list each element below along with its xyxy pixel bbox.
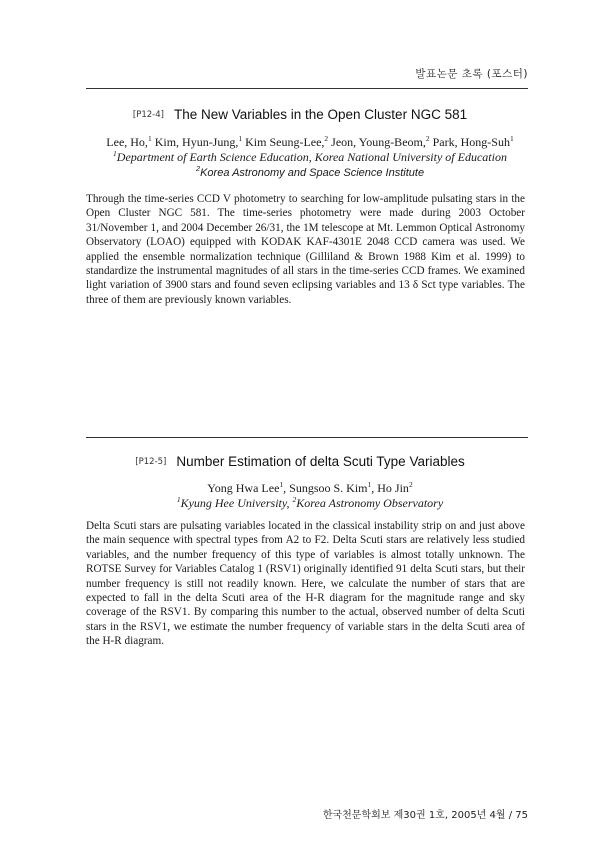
section-header-label: 발표논문 초록 (포스터) bbox=[415, 68, 528, 80]
author-list bbox=[70, 134, 550, 150]
author-name: Kim, Hyun-Jung, bbox=[151, 135, 239, 149]
author-name: , Ho Jin bbox=[371, 481, 409, 495]
affiliation-line bbox=[70, 150, 550, 165]
author-name: Park, Hong-Suh bbox=[429, 135, 510, 149]
paper-title-row bbox=[0, 453, 600, 471]
section-divider bbox=[86, 437, 528, 438]
author-name: Jeon, Young-Beom, bbox=[328, 135, 426, 149]
author-list bbox=[70, 480, 550, 496]
affiliation-mark: 2 bbox=[195, 164, 201, 173]
author-affiliation-mark: 2 bbox=[324, 134, 329, 143]
author-name: Kim Seung-Lee, bbox=[242, 135, 325, 149]
paper-title: Number Estimation of delta Scuti Type Variables bbox=[176, 454, 465, 469]
affiliation-mark: 1 bbox=[176, 495, 181, 504]
affiliation-line bbox=[70, 496, 550, 511]
author-affiliation-mark: 2 bbox=[408, 480, 413, 489]
author-name: Yong Hwa Lee bbox=[207, 481, 280, 495]
affiliation-text: Department of Earth Science Education, Korea National University of Education bbox=[116, 150, 507, 164]
author-affiliation-mark: 1 bbox=[367, 480, 372, 489]
author-affiliation-mark: 1 bbox=[147, 134, 152, 143]
author-name: Lee, Ho, bbox=[106, 135, 148, 149]
paper-title: The New Variables in the Open Cluster NGC 581 bbox=[173, 107, 468, 122]
paper-id: [P12-5] bbox=[135, 457, 167, 467]
affiliation-line bbox=[70, 166, 550, 181]
author-affiliation-mark: 1 bbox=[238, 134, 243, 143]
paper-id: [P12-4] bbox=[132, 110, 164, 120]
affiliation-text: Kyung Hee University, bbox=[180, 496, 293, 510]
page-footer: 한국천문학회보 제30권 1호, 2005년 4월 / 75 bbox=[322, 810, 528, 821]
abstract-text: Delta Scuti stars are pulsating variables located in the classical instability strip on and just above the main sequence with spectral types from A2 to F2. Delta Scuti stars are relatively less studied variables, and the number frequency of this type of variables is almost totally unknown. The ROTSE Survey for Variables Catalog 1 (RSV1) originally identified 91 delta Scuti stars, but their number frequency is still not readily known. Here, we calculate the number of stars that are expected to fall in the delta Scuti area of the H-R diagram for the magnitude range and sky coverage of the RSV1. By comparing this number to the actual, observed number of delta Scuti stars in the RSV1, we estimate the number frequency of variable stars in the delta Scuti area of the H-R diagram. bbox=[86, 520, 525, 648]
affiliation-mark: 2 bbox=[292, 495, 297, 504]
author-name: , Sungsoo S. Kim bbox=[283, 481, 368, 495]
top-divider bbox=[86, 88, 528, 89]
author-affiliation-mark: 1 bbox=[509, 134, 514, 143]
affiliation-text: Korea Astronomy Observatory bbox=[296, 496, 444, 510]
author-affiliation-mark: 1 bbox=[279, 480, 284, 489]
author-affiliation-mark: 2 bbox=[425, 134, 430, 143]
affiliation-mark: 1 bbox=[113, 149, 117, 158]
paper-title-row bbox=[0, 106, 600, 124]
affiliation-text: Korea Astronomy and Space Science Institute bbox=[200, 167, 425, 179]
abstract-text: Through the time-series CCD V photometry to searching for low-amplitude pulsating stars in the Open Cluster NGC 581. The time-series photometry were made during 2003 October 31/November 1, and 2004 December 26/31, the 1M telescope at Mt. Lemmon Optical Astronomy Observatory (LOAO) equipped with KODAK KAF-4301E 2048 CCD camera was used. We applied the ensemble normalization technique (Gilliland & Brown 1988 Kim et al. 1999) to standardize the instrumental magnitudes of all stars in the time-series CCD frames. We examined light variation of 3900 stars and found seven eclipsing variables and 13 δ Sct type variables. The three of them are previously known variables. bbox=[86, 193, 525, 306]
